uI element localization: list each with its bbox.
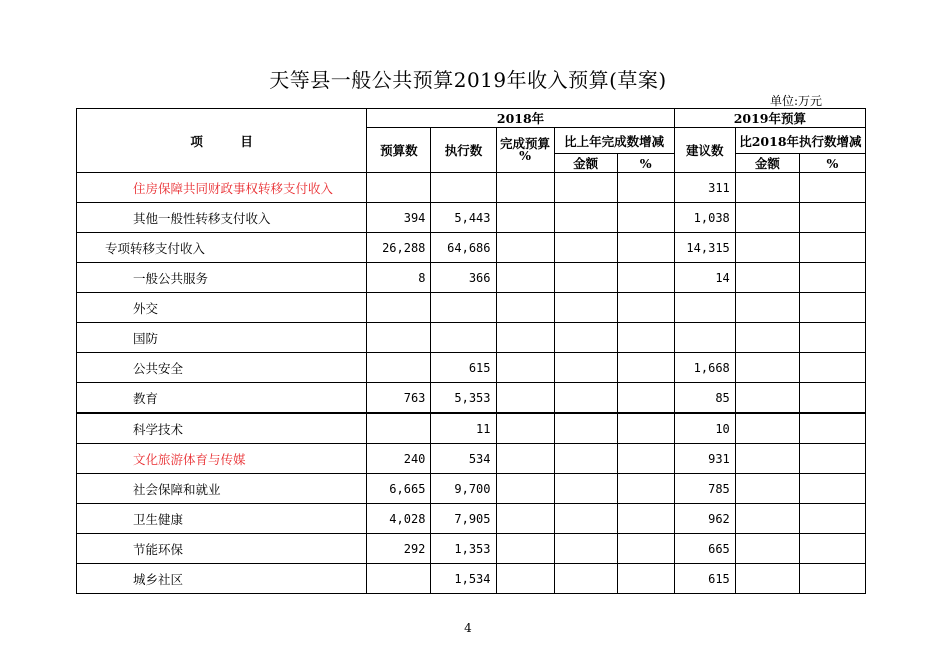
row-yoy-amount (554, 413, 617, 444)
row-yoy-pct (617, 293, 674, 323)
row-yoy-pct (617, 323, 674, 353)
header-completion-line1: 完成预算 (500, 136, 551, 151)
row-completion (496, 323, 554, 353)
row-vs2018-amount (735, 293, 799, 323)
row-yoy-pct (617, 203, 674, 233)
row-yoy-amount (554, 444, 617, 474)
row-yoy-amount (554, 383, 617, 414)
row-vs2018-amount (735, 203, 799, 233)
row-executed: 366 (431, 263, 496, 293)
row-completion (496, 474, 554, 504)
row-vs2018-pct (799, 444, 865, 474)
row-budget: 26,288 (367, 233, 431, 263)
row-completion (496, 203, 554, 233)
table-row (77, 383, 866, 414)
row-budget (367, 293, 431, 323)
row-yoy-amount (554, 293, 617, 323)
row-yoy-pct (617, 564, 674, 594)
table-row (77, 323, 866, 353)
row-executed (431, 173, 496, 203)
row-name: 社会保障和就业 (77, 474, 367, 504)
row-name: 节能环保 (77, 534, 367, 564)
row-yoy-amount (554, 323, 617, 353)
row-yoy-amount (554, 564, 617, 594)
row-proposed: 14 (674, 263, 735, 293)
row-vs2018-amount (735, 534, 799, 564)
row-proposed: 85 (674, 383, 735, 414)
header-item: 项 目 (77, 109, 367, 173)
row-executed: 11 (431, 413, 496, 444)
row-completion (496, 353, 554, 383)
header-executed: 执行数 (431, 128, 496, 173)
row-vs2018-amount (735, 564, 799, 594)
row-vs2018-pct (799, 564, 865, 594)
row-yoy-pct (617, 263, 674, 293)
row-yoy-amount (554, 353, 617, 383)
row-yoy-pct (617, 444, 674, 474)
row-proposed (674, 323, 735, 353)
row-proposed: 10 (674, 413, 735, 444)
row-yoy-pct (617, 534, 674, 564)
budget-table (76, 108, 866, 594)
header-vs2018: 比2018年执行数增减 (735, 128, 865, 154)
table-row (77, 504, 866, 534)
row-vs2018-pct (799, 504, 865, 534)
row-completion (496, 564, 554, 594)
table-row (77, 353, 866, 383)
row-vs2018-pct (799, 323, 865, 353)
row-name: 城乡社区 (77, 564, 367, 594)
row-yoy-pct (617, 383, 674, 414)
header-completion-line2: % (519, 148, 531, 163)
row-vs2018-amount (735, 263, 799, 293)
table-row (77, 203, 866, 233)
row-proposed: 931 (674, 444, 735, 474)
row-proposed: 1,038 (674, 203, 735, 233)
row-completion (496, 383, 554, 414)
row-name: 教育 (77, 383, 367, 414)
row-executed: 615 (431, 353, 496, 383)
row-vs2018-amount (735, 504, 799, 534)
row-vs2018-amount (735, 444, 799, 474)
row-vs2018-pct (799, 353, 865, 383)
row-proposed: 665 (674, 534, 735, 564)
row-name: 一般公共服务 (77, 263, 367, 293)
row-completion (496, 263, 554, 293)
row-vs2018-amount (735, 173, 799, 203)
row-executed: 5,353 (431, 383, 496, 414)
row-executed: 1,534 (431, 564, 496, 594)
row-budget (367, 413, 431, 444)
row-vs2018-amount (735, 323, 799, 353)
row-budget (367, 564, 431, 594)
row-completion (496, 233, 554, 263)
row-vs2018-pct (799, 534, 865, 564)
row-executed: 7,905 (431, 504, 496, 534)
row-yoy-pct (617, 504, 674, 534)
table-row (77, 474, 866, 504)
row-proposed: 1,668 (674, 353, 735, 383)
table-row (77, 293, 866, 323)
row-proposed: 615 (674, 564, 735, 594)
row-proposed: 14,315 (674, 233, 735, 263)
row-completion (496, 413, 554, 444)
row-completion (496, 444, 554, 474)
row-vs2018-pct (799, 173, 865, 203)
row-proposed (674, 293, 735, 323)
row-proposed: 785 (674, 474, 735, 504)
row-vs2018-amount (735, 413, 799, 444)
row-name: 国防 (77, 323, 367, 353)
row-name: 科学技术 (77, 413, 367, 444)
table-row (77, 233, 866, 263)
row-yoy-amount (554, 233, 617, 263)
table-row (77, 173, 866, 203)
row-budget: 763 (367, 383, 431, 414)
row-yoy-amount (554, 534, 617, 564)
header-2018: 2018年 (367, 109, 674, 128)
row-executed (431, 323, 496, 353)
page-title: 天等县一般公共预算2019年收入预算(草案) (269, 68, 667, 92)
row-vs2018-amount (735, 353, 799, 383)
row-proposed: 311 (674, 173, 735, 203)
row-completion (496, 293, 554, 323)
row-budget: 394 (367, 203, 431, 233)
row-yoy-pct (617, 173, 674, 203)
row-name: 其他一般性转移支付收入 (77, 203, 367, 233)
row-executed: 64,686 (431, 233, 496, 263)
row-yoy-amount (554, 173, 617, 203)
row-executed: 534 (431, 444, 496, 474)
row-executed: 9,700 (431, 474, 496, 504)
row-budget: 4,028 (367, 504, 431, 534)
row-yoy-pct (617, 353, 674, 383)
table-row (77, 564, 866, 594)
row-vs2018-pct (799, 413, 865, 444)
unit-label: 单位:万元 (770, 94, 823, 108)
header-yoy-amount: 金额 (554, 154, 617, 173)
row-budget (367, 323, 431, 353)
row-budget (367, 173, 431, 203)
page-number: 4 (464, 621, 472, 635)
table-row (77, 444, 866, 474)
row-vs2018-pct (799, 203, 865, 233)
row-yoy-pct (617, 474, 674, 504)
row-budget: 292 (367, 534, 431, 564)
row-yoy-amount (554, 504, 617, 534)
row-executed: 5,443 (431, 203, 496, 233)
row-name: 专项转移支付收入 (77, 233, 367, 263)
table-row (77, 263, 866, 293)
row-name: 文化旅游体育与传媒 (77, 444, 367, 474)
row-budget: 8 (367, 263, 431, 293)
table-row (77, 534, 866, 564)
row-vs2018-pct (799, 474, 865, 504)
header-vs2018-pct: % (799, 154, 865, 173)
row-vs2018-pct (799, 263, 865, 293)
row-name: 外交 (77, 293, 367, 323)
row-executed: 1,353 (431, 534, 496, 564)
row-completion (496, 534, 554, 564)
row-name: 卫生健康 (77, 504, 367, 534)
header-budget: 预算数 (367, 128, 431, 173)
row-vs2018-pct (799, 383, 865, 414)
header-yoy-pct: % (617, 154, 674, 173)
row-yoy-pct (617, 413, 674, 444)
row-yoy-amount (554, 203, 617, 233)
table-row (77, 413, 866, 444)
row-name: 住房保障共同财政事权转移支付收入 (77, 173, 367, 203)
header-2019: 2019年预算 (674, 109, 865, 128)
row-vs2018-amount (735, 233, 799, 263)
header-completion (496, 128, 554, 173)
row-budget: 240 (367, 444, 431, 474)
row-budget: 6,665 (367, 474, 431, 504)
row-executed (431, 293, 496, 323)
header-proposed: 建议数 (674, 128, 735, 173)
row-name: 公共安全 (77, 353, 367, 383)
row-vs2018-amount (735, 383, 799, 414)
header-vs2018-amount: 金额 (735, 154, 799, 173)
row-completion (496, 504, 554, 534)
row-vs2018-amount (735, 474, 799, 504)
row-vs2018-pct (799, 293, 865, 323)
row-proposed: 962 (674, 504, 735, 534)
row-yoy-amount (554, 263, 617, 293)
row-completion (496, 173, 554, 203)
row-yoy-amount (554, 474, 617, 504)
row-vs2018-pct (799, 233, 865, 263)
row-yoy-pct (617, 233, 674, 263)
header-yoy: 比上年完成数增减 (554, 128, 674, 154)
row-budget (367, 353, 431, 383)
